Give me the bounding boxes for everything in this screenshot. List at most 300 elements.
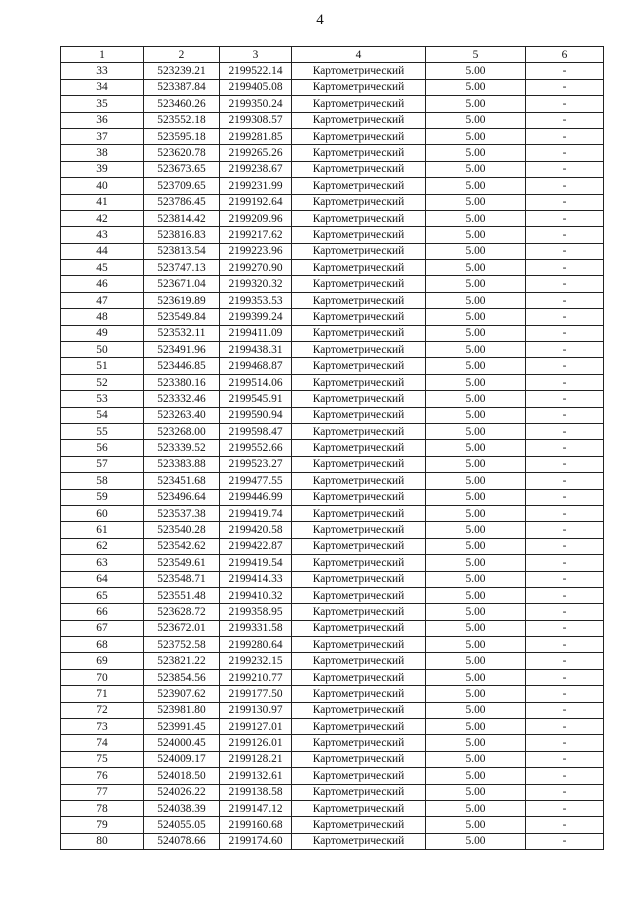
x-coordinate-cell: 523263.40 (144, 407, 220, 423)
accuracy-cell: 5.00 (426, 620, 526, 636)
x-coordinate-cell: 523551.48 (144, 587, 220, 603)
table-row (61, 145, 604, 161)
note-cell: - (526, 128, 604, 144)
header-row (61, 47, 604, 63)
accuracy-cell: 5.00 (426, 79, 526, 95)
y-coordinate-cell: 2199130.97 (220, 702, 292, 718)
y-coordinate-cell: 2199598.47 (220, 423, 292, 439)
table-row (61, 571, 604, 587)
x-coordinate-cell: 523673.65 (144, 161, 220, 177)
method-cell: Картометрический (292, 145, 426, 161)
x-coordinate-cell: 524018.50 (144, 768, 220, 784)
note-cell: - (526, 505, 604, 521)
x-coordinate-cell: 523268.00 (144, 423, 220, 439)
y-coordinate-cell: 2199552.66 (220, 440, 292, 456)
accuracy-cell: 5.00 (426, 374, 526, 390)
point-number-cell: 69 (61, 653, 144, 669)
table-row (61, 276, 604, 292)
point-number-cell: 44 (61, 243, 144, 259)
note-cell: - (526, 342, 604, 358)
table-row (61, 260, 604, 276)
method-cell: Картометрический (292, 669, 426, 685)
point-number-cell: 77 (61, 784, 144, 800)
y-coordinate-cell: 2199522.14 (220, 63, 292, 79)
accuracy-cell: 5.00 (426, 587, 526, 603)
note-cell: - (526, 538, 604, 554)
method-cell: Картометрический (292, 194, 426, 210)
table-row (61, 309, 604, 325)
note-cell: - (526, 751, 604, 767)
method-cell: Картометрический (292, 800, 426, 816)
table-header (61, 47, 604, 63)
y-coordinate-cell: 2199353.53 (220, 292, 292, 308)
accuracy-cell: 5.00 (426, 522, 526, 538)
y-coordinate-cell: 2199238.67 (220, 161, 292, 177)
x-coordinate-cell: 523542.62 (144, 538, 220, 554)
accuracy-cell: 5.00 (426, 735, 526, 751)
y-coordinate-cell: 2199192.64 (220, 194, 292, 210)
note-cell: - (526, 63, 604, 79)
x-coordinate-cell: 523532.11 (144, 325, 220, 341)
accuracy-cell: 5.00 (426, 555, 526, 571)
point-number-cell: 50 (61, 342, 144, 358)
accuracy-cell: 5.00 (426, 145, 526, 161)
accuracy-cell: 5.00 (426, 653, 526, 669)
table-row (61, 637, 604, 653)
x-coordinate-cell: 523752.58 (144, 637, 220, 653)
x-coordinate-cell: 523552.18 (144, 112, 220, 128)
point-number-cell: 54 (61, 407, 144, 423)
accuracy-cell: 5.00 (426, 178, 526, 194)
note-cell: - (526, 555, 604, 571)
table-row (61, 292, 604, 308)
note-cell: - (526, 161, 604, 177)
x-coordinate-cell: 523813.54 (144, 243, 220, 259)
x-coordinate-cell: 523540.28 (144, 522, 220, 538)
y-coordinate-cell: 2199438.31 (220, 342, 292, 358)
method-cell: Картометрический (292, 292, 426, 308)
note-cell: - (526, 96, 604, 112)
note-cell: - (526, 489, 604, 505)
method-cell: Картометрический (292, 276, 426, 292)
table-row (61, 325, 604, 341)
table-row (61, 522, 604, 538)
point-number-cell: 34 (61, 79, 144, 95)
accuracy-cell: 5.00 (426, 751, 526, 767)
method-cell: Картометрический (292, 79, 426, 95)
method-cell: Картометрический (292, 538, 426, 554)
accuracy-cell: 5.00 (426, 669, 526, 685)
method-cell: Картометрический (292, 817, 426, 833)
point-number-cell: 65 (61, 587, 144, 603)
table-row (61, 342, 604, 358)
method-cell: Картометрический (292, 604, 426, 620)
accuracy-cell: 5.00 (426, 210, 526, 226)
note-cell: - (526, 833, 604, 849)
method-cell: Картометрический (292, 260, 426, 276)
point-number-cell: 58 (61, 473, 144, 489)
accuracy-cell: 5.00 (426, 325, 526, 341)
note-cell: - (526, 456, 604, 472)
point-number-cell: 47 (61, 292, 144, 308)
method-cell: Картометрический (292, 391, 426, 407)
y-coordinate-cell: 2199217.62 (220, 227, 292, 243)
note-cell: - (526, 587, 604, 603)
x-coordinate-cell: 523814.42 (144, 210, 220, 226)
point-number-cell: 72 (61, 702, 144, 718)
method-cell: Картометрический (292, 423, 426, 439)
method-cell: Картометрический (292, 473, 426, 489)
method-cell: Картометрический (292, 128, 426, 144)
method-cell: Картометрический (292, 358, 426, 374)
y-coordinate-cell: 2199132.61 (220, 768, 292, 784)
accuracy-cell: 5.00 (426, 161, 526, 177)
method-cell: Картометрический (292, 178, 426, 194)
y-coordinate-cell: 2199138.58 (220, 784, 292, 800)
table-row (61, 210, 604, 226)
point-number-cell: 42 (61, 210, 144, 226)
y-coordinate-cell: 2199411.09 (220, 325, 292, 341)
method-cell: Картометрический (292, 784, 426, 800)
method-cell: Картометрический (292, 751, 426, 767)
x-coordinate-cell: 523446.85 (144, 358, 220, 374)
table-row (61, 784, 604, 800)
y-coordinate-cell: 2199127.01 (220, 719, 292, 735)
note-cell: - (526, 653, 604, 669)
note-cell: - (526, 358, 604, 374)
note-cell: - (526, 423, 604, 439)
table-row (61, 243, 604, 259)
accuracy-cell: 5.00 (426, 571, 526, 587)
y-coordinate-cell: 2199177.50 (220, 686, 292, 702)
x-coordinate-cell: 523339.52 (144, 440, 220, 456)
note-cell: - (526, 292, 604, 308)
y-coordinate-cell: 2199270.90 (220, 260, 292, 276)
point-number-cell: 43 (61, 227, 144, 243)
point-number-cell: 66 (61, 604, 144, 620)
point-number-cell: 41 (61, 194, 144, 210)
y-coordinate-cell: 2199523.27 (220, 456, 292, 472)
y-coordinate-cell: 2199281.85 (220, 128, 292, 144)
note-cell: - (526, 112, 604, 128)
point-number-cell: 36 (61, 112, 144, 128)
table-row (61, 489, 604, 505)
accuracy-cell: 5.00 (426, 63, 526, 79)
method-cell: Картометрический (292, 96, 426, 112)
column-header: 3 (220, 47, 292, 63)
point-number-cell: 37 (61, 128, 144, 144)
accuracy-cell: 5.00 (426, 784, 526, 800)
x-coordinate-cell: 523496.64 (144, 489, 220, 505)
x-coordinate-cell: 524026.22 (144, 784, 220, 800)
x-coordinate-cell: 523619.89 (144, 292, 220, 308)
table-row (61, 194, 604, 210)
note-cell: - (526, 243, 604, 259)
note-cell: - (526, 145, 604, 161)
x-coordinate-cell: 523854.56 (144, 669, 220, 685)
y-coordinate-cell: 2199350.24 (220, 96, 292, 112)
table-row (61, 374, 604, 390)
table-row (61, 751, 604, 767)
note-cell: - (526, 735, 604, 751)
table-row (61, 473, 604, 489)
point-number-cell: 59 (61, 489, 144, 505)
table-row (61, 505, 604, 521)
y-coordinate-cell: 2199210.77 (220, 669, 292, 685)
accuracy-cell: 5.00 (426, 292, 526, 308)
y-coordinate-cell: 2199422.87 (220, 538, 292, 554)
method-cell: Картометрический (292, 161, 426, 177)
table-row (61, 391, 604, 407)
table-body (61, 63, 604, 850)
y-coordinate-cell: 2199331.58 (220, 620, 292, 636)
method-cell: Картометрический (292, 63, 426, 79)
note-cell: - (526, 227, 604, 243)
x-coordinate-cell: 523821.22 (144, 653, 220, 669)
table-row (61, 423, 604, 439)
method-cell: Картометрический (292, 719, 426, 735)
table-row (61, 128, 604, 144)
accuracy-cell: 5.00 (426, 243, 526, 259)
point-number-cell: 39 (61, 161, 144, 177)
x-coordinate-cell: 523786.45 (144, 194, 220, 210)
method-cell: Картометрический (292, 309, 426, 325)
accuracy-cell: 5.00 (426, 358, 526, 374)
accuracy-cell: 5.00 (426, 686, 526, 702)
note-cell: - (526, 817, 604, 833)
point-number-cell: 55 (61, 423, 144, 439)
method-cell: Картометрический (292, 686, 426, 702)
table-row (61, 161, 604, 177)
x-coordinate-cell: 523595.18 (144, 128, 220, 144)
column-header: 5 (426, 47, 526, 63)
table-row (61, 833, 604, 849)
x-coordinate-cell: 523709.65 (144, 178, 220, 194)
note-cell: - (526, 637, 604, 653)
y-coordinate-cell: 2199477.55 (220, 473, 292, 489)
point-number-cell: 33 (61, 63, 144, 79)
y-coordinate-cell: 2199147.12 (220, 800, 292, 816)
point-number-cell: 68 (61, 637, 144, 653)
method-cell: Картометрический (292, 456, 426, 472)
note-cell: - (526, 719, 604, 735)
method-cell: Картометрический (292, 620, 426, 636)
y-coordinate-cell: 2199160.68 (220, 817, 292, 833)
point-number-cell: 64 (61, 571, 144, 587)
method-cell: Картометрический (292, 833, 426, 849)
point-number-cell: 71 (61, 686, 144, 702)
x-coordinate-cell: 523239.21 (144, 63, 220, 79)
table-row (61, 358, 604, 374)
table-row (61, 538, 604, 554)
table-row (61, 702, 604, 718)
accuracy-cell: 5.00 (426, 342, 526, 358)
note-cell: - (526, 260, 604, 276)
table-row (61, 735, 604, 751)
point-number-cell: 40 (61, 178, 144, 194)
method-cell: Картометрический (292, 702, 426, 718)
x-coordinate-cell: 523747.13 (144, 260, 220, 276)
column-header: 4 (292, 47, 426, 63)
point-number-cell: 67 (61, 620, 144, 636)
x-coordinate-cell: 523549.84 (144, 309, 220, 325)
accuracy-cell: 5.00 (426, 391, 526, 407)
x-coordinate-cell: 523628.72 (144, 604, 220, 620)
y-coordinate-cell: 2199231.99 (220, 178, 292, 194)
accuracy-cell: 5.00 (426, 276, 526, 292)
note-cell: - (526, 473, 604, 489)
method-cell: Картометрический (292, 407, 426, 423)
coordinates-table (60, 46, 604, 850)
note-cell: - (526, 669, 604, 685)
y-coordinate-cell: 2199405.08 (220, 79, 292, 95)
note-cell: - (526, 800, 604, 816)
x-coordinate-cell: 523387.84 (144, 79, 220, 95)
table-row (61, 555, 604, 571)
x-coordinate-cell: 523672.01 (144, 620, 220, 636)
x-coordinate-cell: 523981.80 (144, 702, 220, 718)
note-cell: - (526, 325, 604, 341)
accuracy-cell: 5.00 (426, 833, 526, 849)
accuracy-cell: 5.00 (426, 702, 526, 718)
note-cell: - (526, 407, 604, 423)
accuracy-cell: 5.00 (426, 260, 526, 276)
method-cell: Картометрический (292, 505, 426, 521)
point-number-cell: 73 (61, 719, 144, 735)
point-number-cell: 35 (61, 96, 144, 112)
table-row (61, 227, 604, 243)
note-cell: - (526, 571, 604, 587)
accuracy-cell: 5.00 (426, 800, 526, 816)
x-coordinate-cell: 523460.26 (144, 96, 220, 112)
accuracy-cell: 5.00 (426, 96, 526, 112)
point-number-cell: 46 (61, 276, 144, 292)
method-cell: Картометрический (292, 374, 426, 390)
table-row (61, 587, 604, 603)
point-number-cell: 45 (61, 260, 144, 276)
accuracy-cell: 5.00 (426, 489, 526, 505)
point-number-cell: 76 (61, 768, 144, 784)
accuracy-cell: 5.00 (426, 227, 526, 243)
note-cell: - (526, 309, 604, 325)
accuracy-cell: 5.00 (426, 473, 526, 489)
note-cell: - (526, 79, 604, 95)
point-number-cell: 48 (61, 309, 144, 325)
method-cell: Картометрический (292, 587, 426, 603)
point-number-cell: 63 (61, 555, 144, 571)
y-coordinate-cell: 2199514.06 (220, 374, 292, 390)
accuracy-cell: 5.00 (426, 194, 526, 210)
method-cell: Картометрический (292, 522, 426, 538)
point-number-cell: 79 (61, 817, 144, 833)
table-row (61, 112, 604, 128)
x-coordinate-cell: 523332.46 (144, 391, 220, 407)
method-cell: Картометрический (292, 440, 426, 456)
page-number: 4 (316, 12, 324, 28)
accuracy-cell: 5.00 (426, 423, 526, 439)
note-cell: - (526, 768, 604, 784)
accuracy-cell: 5.00 (426, 719, 526, 735)
y-coordinate-cell: 2199209.96 (220, 210, 292, 226)
y-coordinate-cell: 2199545.91 (220, 391, 292, 407)
y-coordinate-cell: 2199126.01 (220, 735, 292, 751)
table-row (61, 96, 604, 112)
note-cell: - (526, 604, 604, 620)
point-number-cell: 62 (61, 538, 144, 554)
note-cell: - (526, 784, 604, 800)
note-cell: - (526, 522, 604, 538)
x-coordinate-cell: 524055.05 (144, 817, 220, 833)
note-cell: - (526, 276, 604, 292)
note-cell: - (526, 686, 604, 702)
accuracy-cell: 5.00 (426, 440, 526, 456)
method-cell: Картометрический (292, 243, 426, 259)
x-coordinate-cell: 523620.78 (144, 145, 220, 161)
note-cell: - (526, 702, 604, 718)
table-row (61, 604, 604, 620)
note-cell: - (526, 194, 604, 210)
y-coordinate-cell: 2199419.74 (220, 505, 292, 521)
note-cell: - (526, 391, 604, 407)
table-row (61, 178, 604, 194)
x-coordinate-cell: 524038.39 (144, 800, 220, 816)
y-coordinate-cell: 2199358.95 (220, 604, 292, 620)
y-coordinate-cell: 2199420.58 (220, 522, 292, 538)
point-number-cell: 78 (61, 800, 144, 816)
x-coordinate-cell: 523816.83 (144, 227, 220, 243)
y-coordinate-cell: 2199414.33 (220, 571, 292, 587)
accuracy-cell: 5.00 (426, 768, 526, 784)
table-row (61, 79, 604, 95)
point-number-cell: 70 (61, 669, 144, 685)
x-coordinate-cell: 523549.61 (144, 555, 220, 571)
table-row (61, 440, 604, 456)
y-coordinate-cell: 2199280.64 (220, 637, 292, 653)
accuracy-cell: 5.00 (426, 112, 526, 128)
x-coordinate-cell: 523451.68 (144, 473, 220, 489)
column-header: 2 (144, 47, 220, 63)
point-number-cell: 53 (61, 391, 144, 407)
point-number-cell: 74 (61, 735, 144, 751)
accuracy-cell: 5.00 (426, 407, 526, 423)
y-coordinate-cell: 2199308.57 (220, 112, 292, 128)
y-coordinate-cell: 2199590.94 (220, 407, 292, 423)
point-number-cell: 61 (61, 522, 144, 538)
x-coordinate-cell: 523537.38 (144, 505, 220, 521)
point-number-cell: 51 (61, 358, 144, 374)
table-row (61, 686, 604, 702)
point-number-cell: 75 (61, 751, 144, 767)
method-cell: Картометрический (292, 555, 426, 571)
y-coordinate-cell: 2199419.54 (220, 555, 292, 571)
accuracy-cell: 5.00 (426, 604, 526, 620)
column-header: 6 (526, 47, 604, 63)
x-coordinate-cell: 523383.88 (144, 456, 220, 472)
table-row (61, 63, 604, 79)
table-row (61, 456, 604, 472)
method-cell: Картометрический (292, 571, 426, 587)
point-number-cell: 56 (61, 440, 144, 456)
column-header: 1 (61, 47, 144, 63)
point-number-cell: 49 (61, 325, 144, 341)
x-coordinate-cell: 523671.04 (144, 276, 220, 292)
method-cell: Картометрический (292, 112, 426, 128)
point-number-cell: 57 (61, 456, 144, 472)
x-coordinate-cell: 524000.45 (144, 735, 220, 751)
table-row (61, 817, 604, 833)
method-cell: Картометрический (292, 227, 426, 243)
method-cell: Картометрический (292, 768, 426, 784)
